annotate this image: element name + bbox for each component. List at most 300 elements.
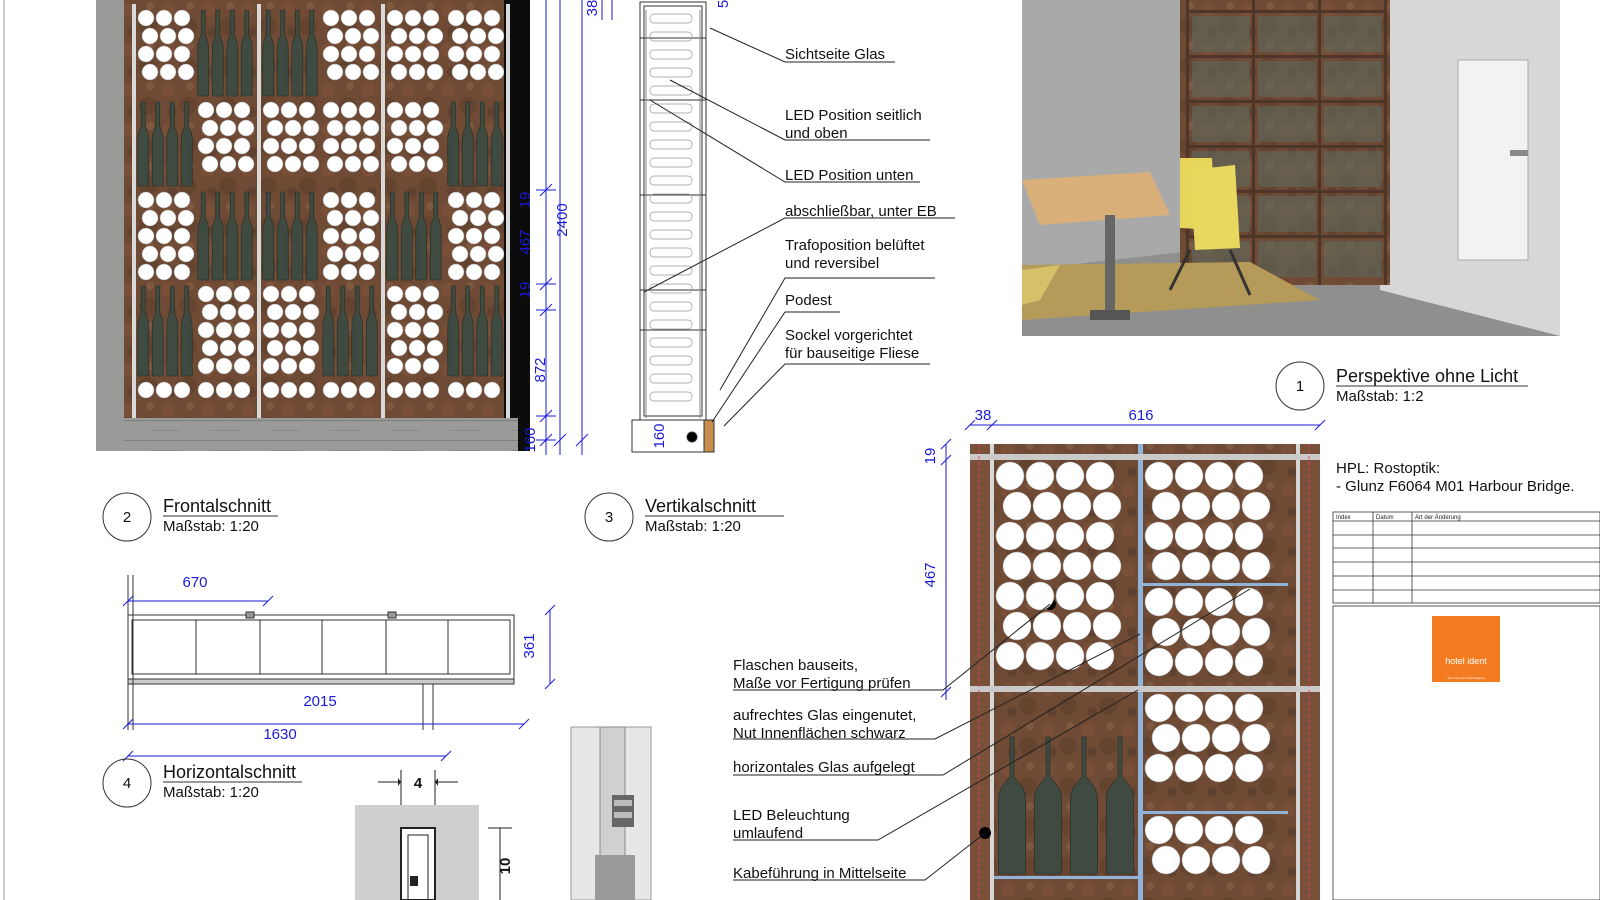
front-bottle-end [178, 28, 194, 44]
front-bottle-end [327, 28, 343, 44]
section-bottle [650, 374, 692, 383]
front-bottle-end [423, 46, 439, 62]
front-bottle-end [359, 382, 375, 398]
vertical-callouts [785, 46, 937, 362]
perspective-glass [1258, 61, 1316, 97]
front-bottle-end [267, 340, 283, 356]
front-bottle-end [160, 246, 176, 262]
front-bottle-end [405, 138, 421, 154]
front-bottle-end [452, 28, 468, 44]
front-bottle-end [363, 28, 379, 44]
front-bottle-end [409, 120, 425, 136]
front-bottle-end [359, 264, 375, 280]
front-bottle-end [216, 286, 232, 302]
detail-bottle-end [1093, 552, 1121, 580]
front-bottle-end [216, 102, 232, 118]
front-bottle-end [423, 382, 439, 398]
front-bottle-end [427, 156, 443, 172]
section-bottle [650, 122, 692, 131]
view-4-scale: Maßstab: 1:20 [163, 784, 259, 801]
front-bottle-end [281, 382, 297, 398]
perspective-shelf [1186, 145, 1384, 148]
dim-vertical-160: 160 [651, 423, 668, 449]
front-bottle-end [488, 246, 504, 262]
front-bottle-end [405, 46, 421, 62]
callout-led-oben: und oben [785, 125, 848, 142]
dim-front-19a: 19 [517, 191, 534, 209]
front-bottle-end [405, 10, 421, 26]
front-bottle-end [345, 64, 361, 80]
front-bottle-end [484, 382, 500, 398]
front-bottle-end [345, 246, 361, 262]
front-bottle-end [448, 46, 464, 62]
front-bottle-end [156, 46, 172, 62]
detail-bottle-end [1212, 492, 1240, 520]
front-bottle-end [174, 382, 190, 398]
front-elevation [96, 0, 530, 451]
perspective-divider [1252, 0, 1255, 285]
view-2-number: 2 [122, 509, 132, 526]
front-bottle-end [138, 192, 154, 208]
section-bottle [650, 158, 692, 167]
dim-detail-38: 38 [974, 407, 992, 424]
material-line-2: - Glunz F6064 M01 Harbour Bridge. [1336, 478, 1575, 495]
front-bottle-end [234, 382, 250, 398]
front-bottle-end [345, 210, 361, 226]
front-bottle-end [488, 28, 504, 44]
front-bottle-end [405, 382, 421, 398]
detail-bottle-end [1212, 618, 1240, 646]
detail-bottle-end [1086, 582, 1114, 610]
front-bottle-end [323, 228, 339, 244]
perspective-glass [1192, 106, 1250, 142]
detail-bottle-end [1175, 522, 1203, 550]
callout-kabelfuehrung: Kabeführung in Mittelseite [733, 865, 907, 882]
front-bottle-end [409, 340, 425, 356]
dim-front-467: 467 [517, 229, 534, 255]
front-bottle-end [423, 10, 439, 26]
detail-bottle-end [1145, 522, 1173, 550]
front-bottle-end [238, 304, 254, 320]
logo-text: hotel ident [1445, 656, 1487, 666]
front-bottle-end [198, 358, 214, 374]
front-bottle-end [341, 228, 357, 244]
front-bottle-end [220, 340, 236, 356]
front-bottle-end [327, 64, 343, 80]
view-2-title [103, 493, 278, 541]
dim-vertical-5: 5 [715, 0, 732, 9]
dim-front-19b: 19 [517, 281, 534, 299]
front-bottle-end [359, 192, 375, 208]
detail-bottle-end [1182, 552, 1210, 580]
callout-glas-eingenutet: aufrechtes Glas eingenutet, [733, 707, 917, 724]
front-bottle-end [303, 340, 319, 356]
section-bottle [650, 302, 692, 311]
view-2-name: Frontalschnitt [163, 496, 272, 516]
front-bottle-end [138, 264, 154, 280]
front-bottle-end [267, 120, 283, 136]
tb-datum: Datum [1376, 515, 1394, 521]
section-bottle [650, 176, 692, 185]
front-bottle-end [452, 64, 468, 80]
front-bottle-end [405, 358, 421, 374]
front-bottle-end [323, 10, 339, 26]
view-4-title [103, 759, 302, 807]
callout-led-seitlich: LED Position seitlich [785, 107, 922, 124]
front-bottle-end [359, 138, 375, 154]
detail-bottle-end [1212, 724, 1240, 752]
front-bottle-end [178, 64, 194, 80]
logo-tagline: Die Kunst der Umfriedigung [1447, 676, 1485, 680]
perspective-glass [1324, 106, 1382, 142]
front-bottle-end [452, 210, 468, 226]
detail-bottle-end [1212, 846, 1240, 874]
front-bottle-end [174, 228, 190, 244]
view-1-number: 1 [1295, 378, 1305, 395]
callout-trafo-2: und reversibel [785, 255, 880, 272]
front-bottle-end [156, 264, 172, 280]
front-bottle-end [234, 102, 250, 118]
detail-bottle-end [1145, 462, 1173, 490]
front-bottle-end [281, 358, 297, 374]
front-bottle-end [263, 358, 279, 374]
detail-bottle-end [1175, 816, 1203, 844]
front-bottle-end [178, 210, 194, 226]
front-bottle-end [387, 138, 403, 154]
detail-bottle-end [1026, 582, 1054, 610]
front-bottle-end [452, 246, 468, 262]
front-bottle-end [409, 304, 425, 320]
detail-bottle-end [1063, 552, 1091, 580]
detail-bottle-end [1056, 522, 1084, 550]
front-bottle-end [156, 192, 172, 208]
perspective-glass [1192, 16, 1250, 52]
section-bottle [650, 68, 692, 77]
hinge-3d-render [571, 727, 651, 900]
front-bottle-end [391, 28, 407, 44]
front-bottle-end [238, 156, 254, 172]
front-bottle-end [299, 322, 315, 338]
front-bottle-end [216, 382, 232, 398]
perspective-glass [1324, 16, 1382, 52]
dim-front-872: 872 [532, 357, 549, 383]
detail-bottle-end [1205, 754, 1233, 782]
front-bottle-end [156, 228, 172, 244]
section-bottle [650, 212, 692, 221]
dim-horizontal-361: 361 [521, 633, 538, 659]
front-bottle-end [466, 382, 482, 398]
front-bottle-end [341, 192, 357, 208]
view-1-scale: Maßstab: 1:2 [1336, 388, 1424, 405]
front-bottle-end [202, 120, 218, 136]
callout-led-unten: LED Position unten [785, 167, 914, 184]
front-bottle-end [285, 304, 301, 320]
front-bottle-end [470, 246, 486, 262]
front-bottle-end [323, 192, 339, 208]
front-bottle-end [303, 304, 319, 320]
front-bottle-end [423, 138, 439, 154]
detail-bottle-end [1026, 462, 1054, 490]
callout-led-beleuchtung: LED Beleuchtung [733, 807, 850, 824]
view-3-title [585, 493, 784, 541]
front-bottle-end [466, 228, 482, 244]
front-bottle-end [363, 120, 379, 136]
detail-bottle-end [1086, 522, 1114, 550]
perspective-shelf [1186, 55, 1384, 58]
front-bottle-end [299, 358, 315, 374]
front-bottle-end [202, 304, 218, 320]
detail-bottle-end [1152, 618, 1180, 646]
front-bottle-end [285, 120, 301, 136]
front-bottle-end [488, 210, 504, 226]
front-bottle-end [299, 382, 315, 398]
front-bottle-end [341, 138, 357, 154]
dim-detail-616: 616 [1128, 407, 1154, 424]
front-bottle-end [216, 322, 232, 338]
front-bottle-end [484, 192, 500, 208]
front-bottle-end [345, 156, 361, 172]
dim-detail-19: 19 [922, 447, 939, 465]
front-bottle-end [363, 246, 379, 262]
detail-bottle-end [1182, 846, 1210, 874]
callout-glas-eingenutet-2: Nut Innenflächen schwarz [733, 725, 906, 742]
detail-bottle-end [1175, 462, 1203, 490]
front-bottle-end [423, 322, 439, 338]
front-bottle-end [323, 382, 339, 398]
detail-bottle-end [1235, 754, 1263, 782]
front-dimensions [536, 0, 612, 455]
front-bottle-end [323, 102, 339, 118]
detail-bottle-end [996, 582, 1024, 610]
front-bottle-end [484, 264, 500, 280]
front-bottle-end [391, 156, 407, 172]
perspective-glass [1324, 196, 1382, 232]
detail-bottle-end [1242, 552, 1270, 580]
front-bottle-end [387, 46, 403, 62]
perspective-glass [1324, 241, 1382, 277]
front-bottle-end [409, 156, 425, 172]
view-1-name: Perspektive ohne Licht [1336, 366, 1519, 386]
front-bottle-end [448, 192, 464, 208]
vertical-section [632, 2, 714, 452]
section-bottle [650, 338, 692, 347]
callout-led-umlaufend: umlaufend [733, 825, 804, 842]
front-bottle-end [160, 64, 176, 80]
detail-callouts [733, 657, 916, 882]
front-bottle-end [299, 102, 315, 118]
detail-bottle-end [1152, 552, 1180, 580]
tb-change: Art der Änderung [1415, 515, 1461, 521]
view-2-scale: Maßstab: 1:20 [163, 518, 259, 535]
dim-horizontal-1630: 1630 [263, 726, 297, 743]
front-bottle-end [470, 210, 486, 226]
vertical-section-bottles [650, 14, 692, 401]
section-bottle [650, 104, 692, 113]
perspective-glass [1258, 151, 1316, 187]
front-bottle-end [363, 156, 379, 172]
front-bottle-end [341, 382, 357, 398]
front-bottle-end [160, 210, 176, 226]
section-bottle [650, 248, 692, 257]
front-bottle-end [220, 120, 236, 136]
dim-hinge-4: 4 [413, 775, 423, 792]
front-bottle-end [198, 102, 214, 118]
front-bottle-end [363, 64, 379, 80]
front-bottle-end [387, 358, 403, 374]
front-bottle-end [327, 210, 343, 226]
front-bottle-end [174, 264, 190, 280]
front-bottle-end [263, 382, 279, 398]
front-bottle-end [466, 10, 482, 26]
detail-bottle-end [1235, 462, 1263, 490]
front-bottle-end [327, 246, 343, 262]
front-bottle-end [427, 304, 443, 320]
front-bottle-end [359, 102, 375, 118]
front-bottle-end [263, 138, 279, 154]
view-3-number: 3 [604, 509, 614, 526]
front-bottle-end [299, 138, 315, 154]
view-1-title [1276, 362, 1528, 410]
front-bottle-end [198, 138, 214, 154]
callout-sockel-2: für bauseitige Fliese [785, 345, 920, 362]
detail-bottle-end [1205, 816, 1233, 844]
front-bottle-end [466, 46, 482, 62]
front-bottle-end [202, 156, 218, 172]
front-bottle-end [341, 10, 357, 26]
front-bottle-end [423, 286, 439, 302]
front-bottle-end [234, 358, 250, 374]
front-bottle-end [327, 120, 343, 136]
front-bottle-end [138, 228, 154, 244]
front-bottle-end [470, 64, 486, 80]
dim-hinge-10: 10 [497, 857, 514, 875]
front-bottle-end [387, 382, 403, 398]
detail-bottle-end [996, 462, 1024, 490]
front-bottle-end [303, 120, 319, 136]
detail-bottle-end [1003, 552, 1031, 580]
front-bottle-end [263, 102, 279, 118]
detail-bottle-end [1205, 694, 1233, 722]
front-bottle-end [238, 340, 254, 356]
vertical-leaders [644, 28, 955, 426]
front-bottle-end [427, 64, 443, 80]
tb-index: Index [1336, 515, 1351, 521]
section-bottle [650, 320, 692, 329]
front-bottle-end [391, 64, 407, 80]
front-bottle-end [299, 286, 315, 302]
front-left-tile [96, 0, 124, 451]
front-bottle-end [341, 264, 357, 280]
company-logo [1432, 616, 1500, 682]
front-bottle-end [156, 10, 172, 26]
detail-bottle-end [1145, 588, 1173, 616]
front-bottle-end [281, 322, 297, 338]
detail-bottle-end [1235, 588, 1263, 616]
section-bottle [650, 356, 692, 365]
detail-bottle-end [1175, 648, 1203, 676]
front-bottle-end [138, 10, 154, 26]
dim-front-160: 160 [522, 427, 539, 453]
front-bottle-end [427, 28, 443, 44]
front-bottle-end [198, 286, 214, 302]
perspective-glass [1258, 196, 1316, 232]
front-bottle-end [267, 304, 283, 320]
detail-bottle-end [1033, 552, 1061, 580]
front-bottle-end [345, 28, 361, 44]
hinge-detail [355, 770, 512, 900]
detail-bottle-end [1056, 642, 1084, 670]
detail-bottle-end [1235, 816, 1263, 844]
front-bottle-end [174, 10, 190, 26]
detail-bottle-end [1152, 724, 1180, 752]
front-bottle-end [448, 10, 464, 26]
detail-bottle-end [1093, 492, 1121, 520]
front-bottle-end [488, 64, 504, 80]
front-bottle-end [427, 120, 443, 136]
perspective-glass [1192, 61, 1250, 97]
detail-bottle-end [1242, 618, 1270, 646]
front-bottle-end [178, 246, 194, 262]
front-bottle-end [160, 28, 176, 44]
front-bottle-end [281, 286, 297, 302]
section-bottle [650, 50, 692, 59]
front-bottle-end [142, 64, 158, 80]
material-line-1: HPL: Rostoptik: [1336, 460, 1441, 477]
front-bottle-end [303, 156, 319, 172]
perspective-render [1022, 0, 1560, 336]
front-bottle-end [387, 102, 403, 118]
detail-bottle-end [1033, 612, 1061, 640]
perspective-glass [1258, 106, 1316, 142]
front-bottle-end [142, 246, 158, 262]
front-bottle-end [267, 156, 283, 172]
detail-bottle-end [1145, 754, 1173, 782]
front-plinth [124, 418, 518, 451]
section-bottle [650, 86, 692, 95]
front-bottle-end [470, 28, 486, 44]
front-bottle-end [263, 322, 279, 338]
perspective-glass [1324, 151, 1382, 187]
detail-bottle-end [1242, 846, 1270, 874]
detail-bottle-end [1175, 588, 1203, 616]
detail-bottle-end [1175, 694, 1203, 722]
front-bottle-end [484, 10, 500, 26]
section-bottle [650, 230, 692, 239]
front-bottle-end [138, 46, 154, 62]
front-bottle-end [323, 46, 339, 62]
detail-bottle-end [1086, 462, 1114, 490]
front-bottle-end [423, 358, 439, 374]
detail-bottle-end [996, 522, 1024, 550]
front-bottle-end [281, 138, 297, 154]
front-bottle-end [466, 192, 482, 208]
detail-bottle-end [1145, 694, 1173, 722]
detail-bottle-end [1182, 492, 1210, 520]
front-bottle-end [448, 264, 464, 280]
front-bottle-end [198, 382, 214, 398]
detail-bottle-end [1212, 552, 1240, 580]
front-bottle-end [238, 120, 254, 136]
callout-sichtseite: Sichtseite Glas [785, 46, 886, 63]
front-bottle-end [409, 28, 425, 44]
perspective-divider [1186, 0, 1189, 285]
detail-bottle-end [1235, 648, 1263, 676]
detail-bottle-end [1003, 612, 1031, 640]
perspective-shelf [1186, 100, 1384, 103]
front-bottle-end [220, 156, 236, 172]
detail-bottle-end [1175, 754, 1203, 782]
front-bottle-end [202, 340, 218, 356]
